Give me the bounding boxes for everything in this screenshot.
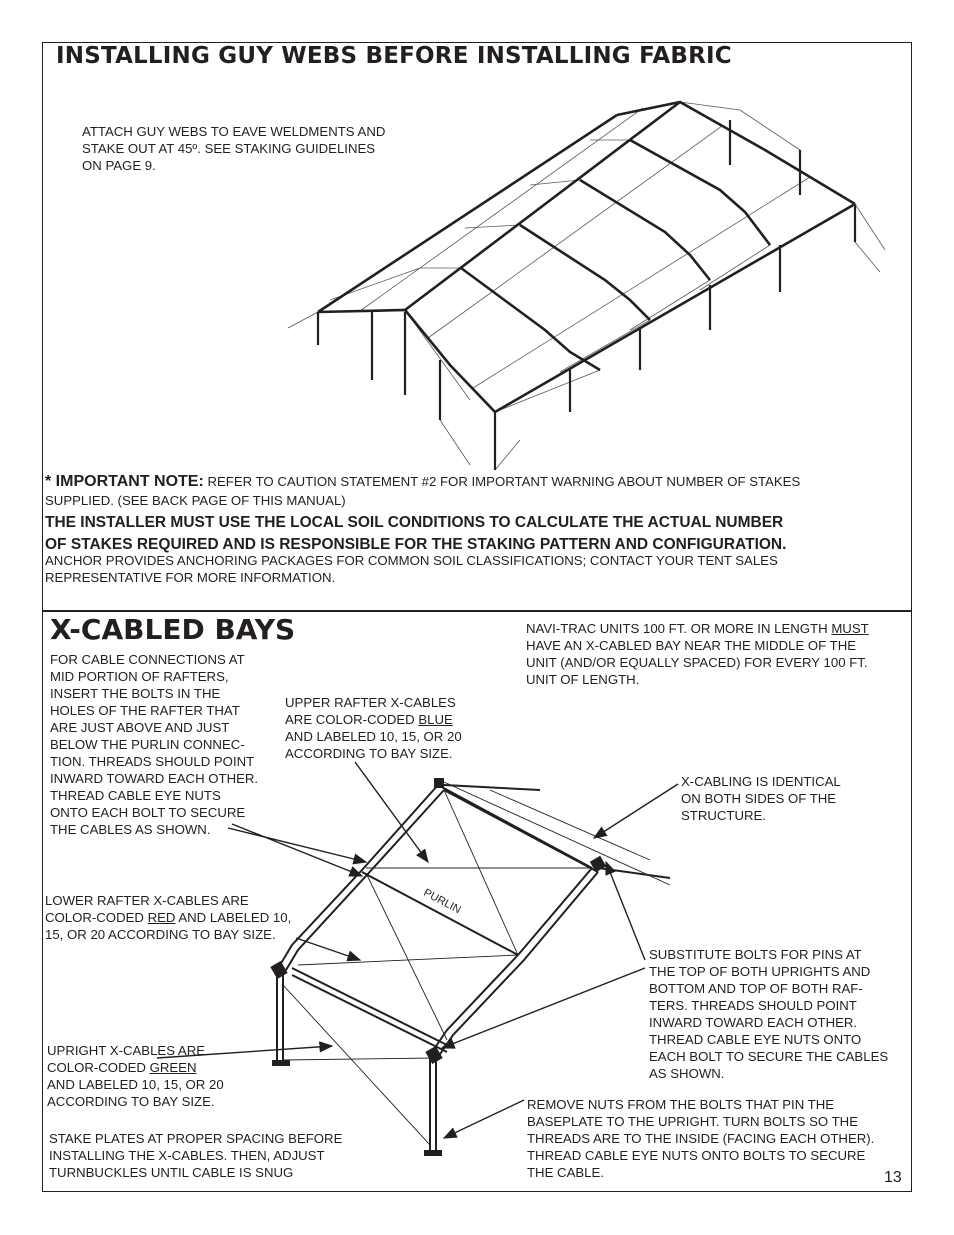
guy-web-instruction: ATTACH GUY WEBS TO EAVE WELDMENTS AND STAKE OUT AT 45º. SEE STAKING GUIDELINES ON PAGE 9. <box>82 124 386 173</box>
important-note <box>45 473 800 490</box>
upper-post: AND LABELED 10, 15, OR 20 ACCORDING TO BAY SIZE. <box>285 729 462 761</box>
stake-plates-note: STAKE PLATES AT PROPER SPACING BEFORE INSTALLING THE X-CABLES. THEN, ADJUST TURNBUCKLES UNTIL CABLE IS SNUG <box>49 1131 343 1180</box>
installer-warning-line1: THE INSTALLER MUST USE THE LOCAL SOIL CONDITIONS TO CALCULATE THE ACTUAL NUMBER <box>45 514 784 531</box>
installer-warning-line2: OF STAKES REQUIRED AND IS RESPONSIBLE FOR THE STAKING PATTERN AND CONFIGURATION. <box>45 536 787 553</box>
navi-trac-pre: NAVI-TRAC UNITS 100 FT. OR MORE IN LENGTH <box>526 621 832 636</box>
upright-pre: UPRIGHT X-CABLES ARE COLOR-CODED <box>47 1043 206 1075</box>
lower-pre: LOWER RAFTER X-CABLES ARE COLOR-CODED <box>45 893 249 925</box>
navi-trac-note <box>526 620 869 688</box>
upper-color: BLUE <box>418 712 453 727</box>
upright-post: AND LABELED 10, 15, OR 20 ACCORDING TO BAY SIZE. <box>47 1077 224 1109</box>
anchor-info: ANCHOR PROVIDES ANCHORING PACKAGES FOR COMMON SOIL CLASSIFICATIONS; CONTACT YOUR TENT SALES REPRESENTATIVE FOR MORE INFORMATION. <box>45 553 778 585</box>
guy-webs-title: INSTALLING GUY WEBS BEFORE INSTALLING FABRIC <box>56 43 732 69</box>
mid-rafter-note: FOR CABLE CONNECTIONS AT MID PORTION OF RAFTERS, INSERT THE BOLTS IN THE HOLES OF THE RAFTER THAT ARE JUST ABOVE AND JUST BELOW THE PURLIN CONNEC- TION. THREADS SHOULD POINT INWARD TOWARD EACH OTHER. THREAD CABLE EYE NUTS ONTO EACH BOLT TO SECURE THE CABLES AS SHOWN. <box>50 652 259 837</box>
lower-color: RED <box>147 910 176 925</box>
identical-note: X-CABLING IS IDENTICAL ON BOTH SIDES OF THE STRUCTURE. <box>681 774 841 823</box>
lower-post: AND LABELED 10, 15, OR 20 ACCORDING TO BAY SIZE. <box>45 910 292 942</box>
upright-color: GREEN <box>149 1060 197 1075</box>
upper-rafter-note <box>285 694 462 762</box>
important-note-text-line1: REFER TO CAUTION STATEMENT #2 FOR IMPORTANT WARNING ABOUT NUMBER OF STAKES <box>203 474 801 489</box>
navi-trac-must: MUST <box>831 621 869 636</box>
important-note-text-line2: SUPPLIED. (SEE BACK PAGE OF THIS MANUAL) <box>45 493 346 508</box>
page-number: 13 <box>884 1169 902 1186</box>
substitute-bolts-note: SUBSTITUTE BOLTS FOR PINS AT THE TOP OF BOTH UPRIGHTS AND BOTTOM AND TOP OF BOTH RAF- TERS. THREADS SHOULD POINT INWARD TOWARD EACH OTHER. THREAD CABLE EYE NUTS ONTO EACH BOLT TO SECURE THE CABLES AS SHOWN. <box>649 947 889 1081</box>
navi-trac-post: HAVE AN X-CABLED BAY NEAR THE MIDDLE OF THE UNIT (AND/OR EQUALLY SPACED) FOR EVERY 100 FT. UNIT OF LENGTH. <box>526 638 868 687</box>
upright-cables-note <box>47 1042 224 1110</box>
lower-rafter-note <box>45 892 291 943</box>
upper-pre: UPPER RAFTER X-CABLES ARE COLOR-CODED <box>285 695 456 727</box>
remove-nuts-note: REMOVE NUTS FROM THE BOLTS THAT PIN THE BASEPLATE TO THE UPRIGHT. TURN BOLTS SO THE THREADS ARE TO THE INSIDE (FACING EACH OTHER). THREAD CABLE EYE NUTS ONTO BOLTS TO SECURE THE CABLE. <box>527 1097 875 1180</box>
important-note-label: * IMPORTANT NOTE: <box>45 473 204 490</box>
purlin-label: PURLIN <box>421 886 463 917</box>
x-cabled-bays-title: X-CABLED BAYS <box>50 613 296 646</box>
